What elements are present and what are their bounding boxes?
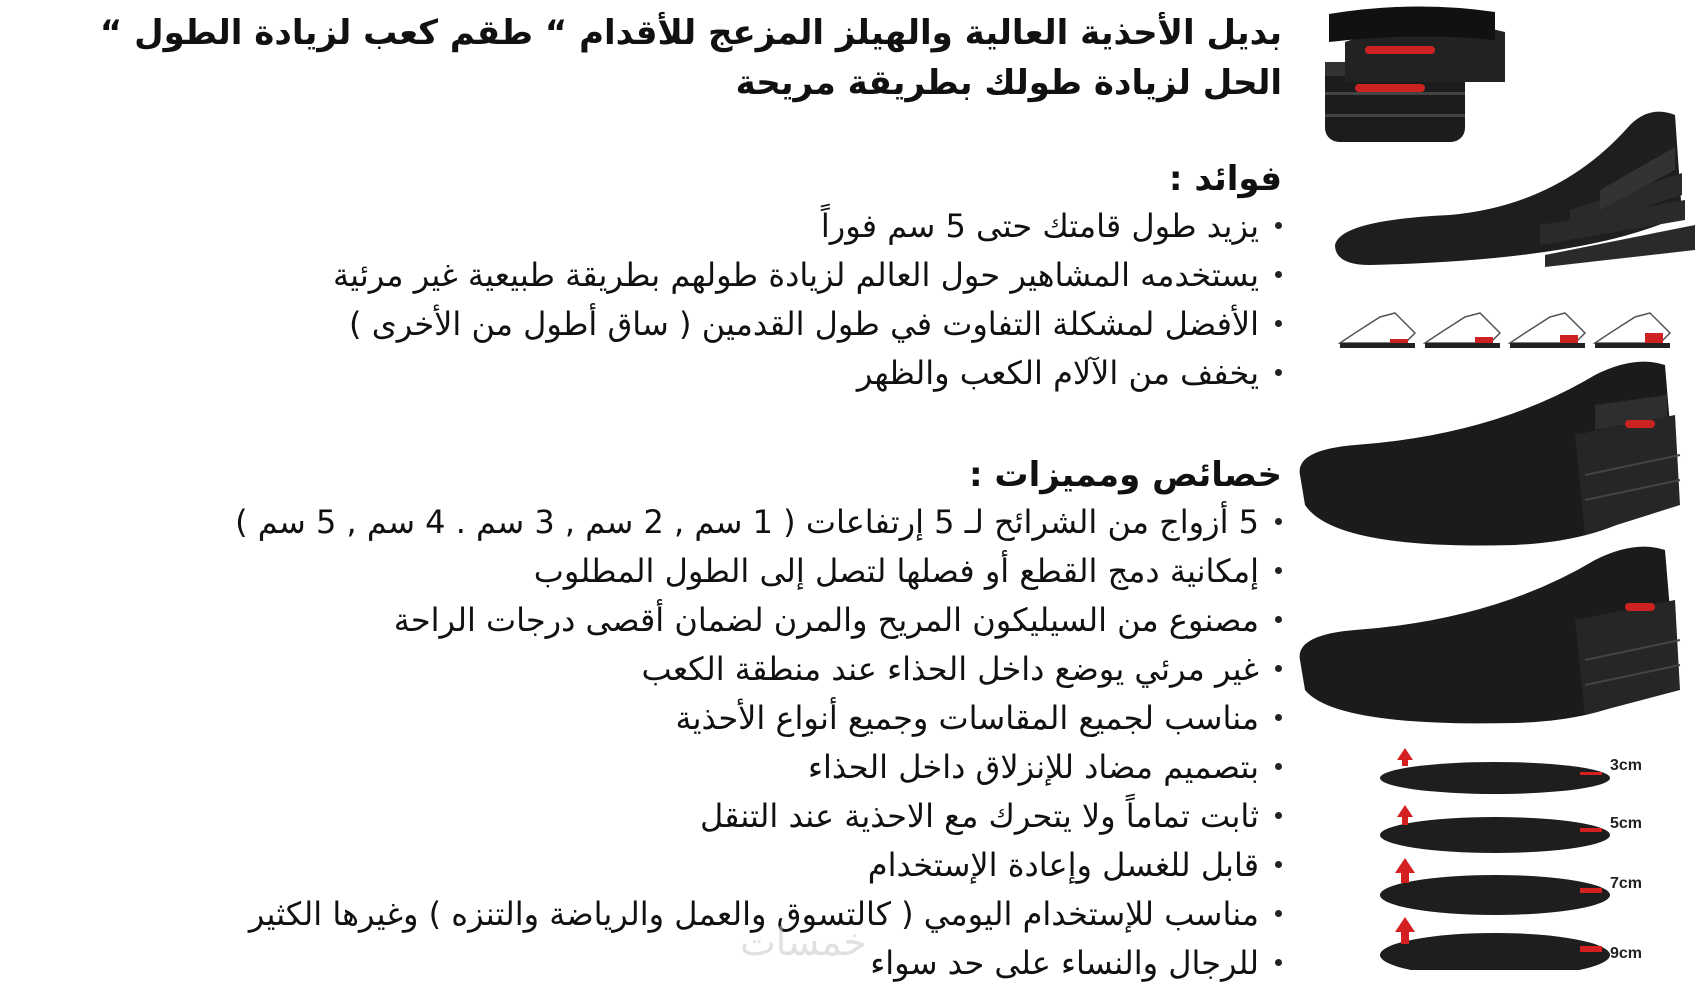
- list-item: مصنوع من السيليكون المريح والمرن لضمان أقصى درجات الراحة: [20, 596, 1282, 645]
- benefits-list: [20, 202, 1282, 398]
- list-item: غير مرئي يوضع داخل الحذاء عند منطقة الكعب: [20, 645, 1282, 694]
- height-label: 9cm: [1610, 945, 1643, 962]
- list-item: إمكانية دمج القطع أو فصلها لتصل إلى الطول المطلوب: [20, 547, 1282, 596]
- bullet-icon: [1275, 567, 1282, 574]
- list-item: ثابت تماماً ولا يتحرك مع الاحذية عند التنقل: [20, 792, 1282, 841]
- height-label: 5cm: [1610, 815, 1643, 832]
- list-item: 5 أزواج من الشرائح لـ 5 إرتفاعات ( 1 سم , 2 سم , 3 سم . 4 سم , 5 سم ): [20, 498, 1282, 547]
- height-label: 3cm: [1610, 757, 1643, 774]
- bullet-icon: [1275, 222, 1282, 229]
- list-item: يزيد طول قامتك حتى 5 سم فوراً: [20, 202, 1282, 251]
- bullet-icon: [1275, 369, 1282, 376]
- list-item: مناسب لجميع المقاسات وجميع أنواع الأحذية: [20, 694, 1282, 743]
- insole-height-chart-image: [1375, 740, 1615, 970]
- product-description: [20, 8, 1282, 988]
- bullet-icon: [1275, 910, 1282, 917]
- list-item: قابل للغسل وإعادة الإستخدام: [20, 841, 1282, 890]
- bullet-icon: [1275, 616, 1282, 623]
- list-item: للرجال والنساء على حد سواء: [20, 939, 1282, 988]
- bullet-icon: [1275, 665, 1282, 672]
- bullet-icon: [1275, 959, 1282, 966]
- watermark-text: خمسات: [740, 920, 867, 964]
- bullet-icon: [1275, 271, 1282, 278]
- bullet-icon: [1275, 518, 1282, 525]
- insole-image: [1295, 355, 1700, 555]
- product-title: [20, 8, 1282, 108]
- list-item: بتصميم مضاد للإنزلاق داخل الحذاء: [20, 743, 1282, 792]
- bullet-icon: [1275, 861, 1282, 868]
- list-item: مناسب للإستخدام اليومي ( كالتسوق والعمل والرياضة والتنزه ) وغيرها الكثير: [20, 890, 1282, 939]
- features-list: [20, 498, 1282, 988]
- list-item: الأفضل لمشكلة التفاوت في طول القدمين ( ساق أطول من الأخرى ): [20, 300, 1282, 349]
- shoe-height-image: [1335, 305, 1680, 350]
- features-heading: خصائص ومميزات :: [968, 455, 1282, 495]
- product-images: [1290, 0, 1700, 970]
- insole-layers-image: [1330, 95, 1700, 270]
- list-item: يخفف من الآلام الكعب والظهر: [20, 349, 1282, 398]
- bullet-icon: [1275, 320, 1282, 327]
- bullet-icon: [1275, 812, 1282, 819]
- title-line-2: الحل لزيادة طولك بطريقة مريحة: [735, 63, 1282, 103]
- title-line-1: بديل الأحذية العالية والهيلز المزعج للأقدام “ طقم كعب لزيادة الطول “: [99, 13, 1282, 53]
- insole-image: [1295, 545, 1700, 725]
- bullet-icon: [1275, 763, 1282, 770]
- height-label: 7cm: [1610, 875, 1643, 892]
- list-item: يستخدمه المشاهير حول العالم لزيادة طولهم بطريقة طبيعية غير مرئية: [20, 251, 1282, 300]
- bullet-icon: [1275, 714, 1282, 721]
- benefits-heading: فوائد :: [1168, 159, 1282, 199]
